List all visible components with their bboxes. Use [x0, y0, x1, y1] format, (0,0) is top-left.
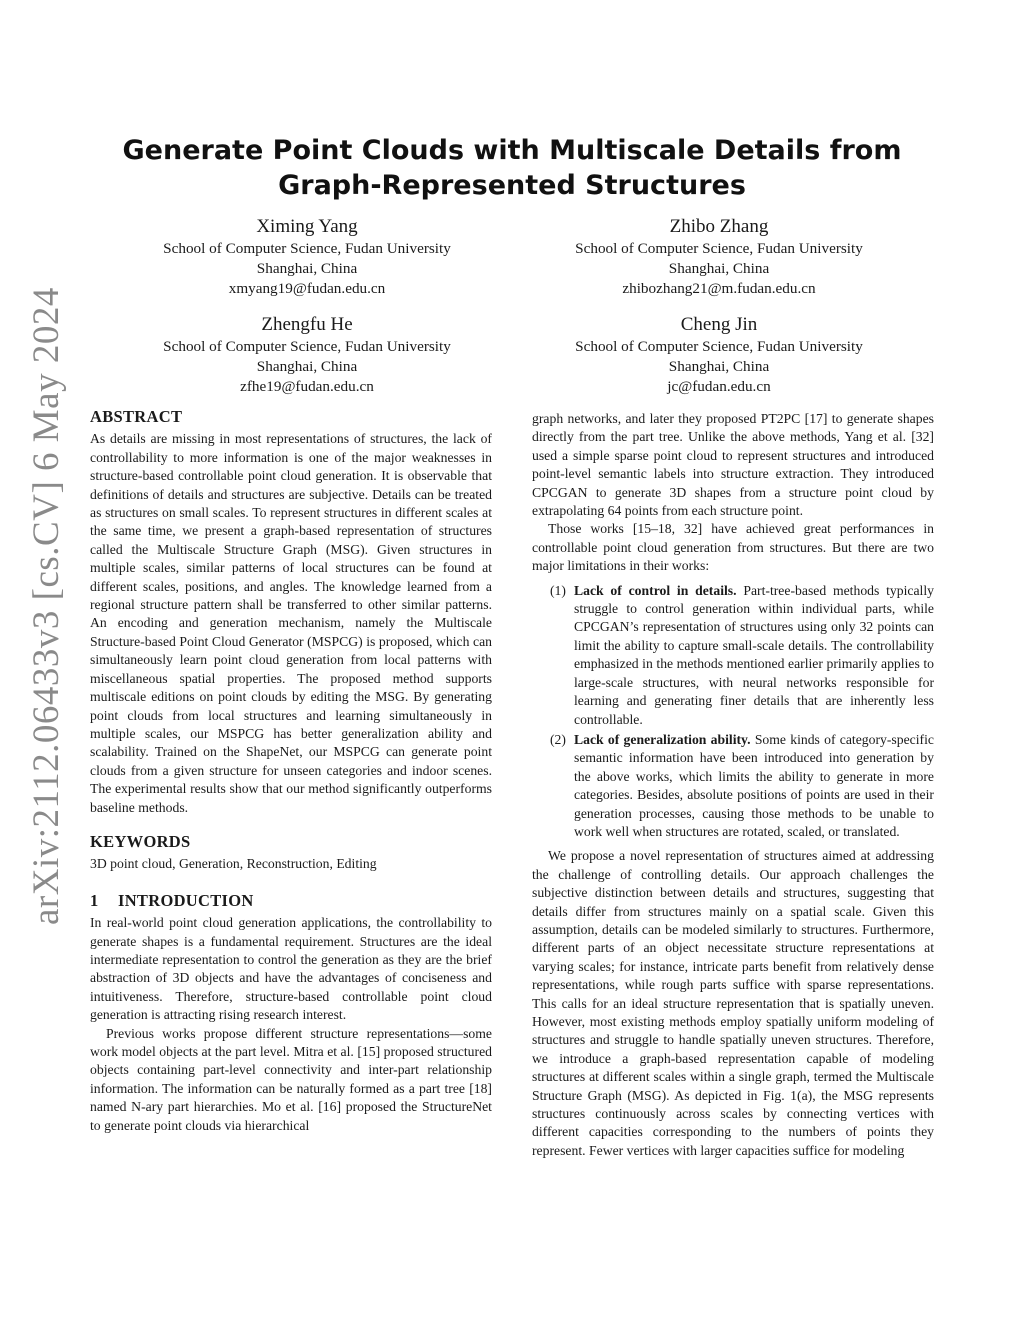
author-location: Shanghai, China [256, 260, 358, 277]
section-number: 1 [90, 890, 99, 910]
author-email: xmyang19@fudan.edu.cn [228, 280, 386, 297]
keywords-heading: KEYWORDS [90, 831, 191, 851]
author-block [509, 313, 929, 397]
author-block [97, 313, 517, 397]
arxiv-identifier: arXiv:2112.06433v3 [cs.CV] 6 May 2024 [26, 287, 67, 925]
body-paragraph: We propose a novel representation of structures aimed at addressing the challenge of controlling details. Our approach challenges the subjective distinction between details and structures, suggesting that details differ from structures mainly on a spatial scale. Given this assumption, details can be modeled similarly to structures. Furthermore, different parts of an object necessitate structure representations at varying scales; for instance, intricate parts benefit from relatively dense representations, while rough parts suffice with sparse representations. This calls for an ideal structure representation that is spatially uneven. However, most existing methods employ spatially uniform modeling of structures and struggle to handle spatially uneven structures. Therefore, we introduce a graph-based representation capable of modeling structures at different scales within a single graph, termed the Multiscale Structure Graph (MSG). As depicted in Fig. 1(a), the MSG represents structures continuously across scales by connecting vertices with different capacities corresponding to the numbers of points they represent. Fewer vertices with larger capacities suffice for modeling [532, 848, 934, 1158]
author-name: Cheng Jin [680, 314, 758, 335]
list-item-title: Lack of control in details. [574, 582, 737, 598]
list-item-title: Lack of generalization ability. [574, 731, 751, 747]
section-title: INTRODUCTION [118, 890, 254, 910]
list-number: (2) [550, 731, 566, 747]
author-email: zfhe19@fudan.edu.cn [240, 378, 374, 395]
intro-paragraph: Previous works propose different structure representations—some work model objects at the part level. Mitra et al. [15] proposed structured objects containing part-level connectivity and inter-part relationship information. The information can be naturally formed as a part tree [18] named N-ary part hierarchies. Mo et al. [16] proposed the StructureNet to generate point clouds via hierarchical [90, 1025, 492, 1133]
introduction-heading [90, 892, 492, 910]
abstract-text: As details are missing in most representations of structures, the lack of controllability to more information is one of the major weaknesses in structure-based controllable point cloud generation. It is observable that definitions of details and structures are subjective. Details can be treated as structures on small scales. To represent structures in different scales at the same time, we present a graph-based representation of structures called the Multiscale Structure Graph (MSG). Given structures in multiple scales, similar patterns of local structures can be found at different scales, positions, and angles. The knowledge learned from a regional structure pattern shall be transferred to other similar patterns. An encoding and generation mechanism, namely the Multiscale Structure-based Point Cloud Generator (MSPCG) is proposed, which can simultaneously learn point cloud generation from local patterns with miscellaneous spatial properties. The proposed method supports multiscale editions on point clouds by editing the MSG. By generating point clouds from local structures and learning simultaneously in multiple scales, our MSPCG has better generalization ability and scalability. Trained on the ShapeNet, our MSPCG can generate point clouds from a given structure for unseen categories and indoor scenes. The experimental results show that our method significantly outperforms baseline methods. [90, 431, 492, 815]
body-paragraph: Those works [15–18, 32] have achieved great performances in controllable point cloud generation from structures. But there are two major limitations in their works: [532, 521, 934, 574]
author-location: Shanghai, China [256, 358, 358, 375]
list-item [532, 731, 934, 841]
author-affiliation: School of Computer Science, Fudan University [575, 240, 863, 257]
author-block [509, 215, 929, 299]
author-name: Ximing Yang [256, 216, 358, 237]
left-column [90, 408, 492, 1135]
intro-paragraph: In real-world point cloud generation applications, the controllability to generate shapes is a fundamental requirement. Structures are the ideal intermediate representation to control the generation as they are the brief abstraction of 3D objects and have the advantages of conciseness and intuitiveness. Therefore, structure-based controllable point cloud generation is attracting rising research interest. [90, 915, 492, 1023]
list-number: (1) [550, 582, 566, 598]
body-paragraph: graph networks, and later they proposed PT2PC [17] to generate shapes directly from the part tree. Unlike the above methods, Yang et al. [32] used a simple sparse point cloud to represent structures and introduced point-level semantic labels into structure extraction. They introduced CPCGAN to generate 3D shapes from a structure point cloud by extrapolating 64 points from each structure point. [532, 411, 934, 519]
paper-title: Generate Point Clouds with Multiscale Details from Graph-Represented Structures [122, 135, 902, 201]
author-affiliation: School of Computer Science, Fudan University [163, 240, 451, 257]
right-column [532, 410, 934, 1160]
author-block [97, 215, 517, 299]
author-email: jc@fudan.edu.cn [667, 378, 771, 395]
limitations-list [532, 582, 934, 842]
abstract-heading: ABSTRACT [90, 407, 183, 426]
author-location: Shanghai, China [668, 358, 770, 375]
list-item-text: Part-tree-based methods typically struggle to control generation within individual parts, while CPCGAN’s representation of structures using only 32 points can limit the ability to capture small-scale details. The controllability emphasized in the methods mentioned earlier primarily applies to large-scale structures, with neural networks responsible for learning and generating finer details that are inherently less controllable. [574, 582, 934, 727]
author-name: Zhibo Zhang [669, 216, 769, 237]
author-affiliation: School of Computer Science, Fudan University [163, 338, 451, 355]
author-affiliation: School of Computer Science, Fudan University [575, 338, 863, 355]
list-item [532, 582, 934, 729]
keywords-text: 3D point cloud, Generation, Reconstruction, Editing [90, 856, 377, 872]
author-name: Zhengfu He [261, 314, 353, 335]
author-email: zhibozhang21@m.fudan.edu.cn [622, 280, 816, 297]
author-location: Shanghai, China [668, 260, 770, 277]
list-item-text: Some kinds of category-specific semantic information have been introduced into generation by the above works, which limits the ability to generate in more categories. Besides, absolute positions of points are used in their generation processes, causing those methods to be unable to work well when structures are rotated, scaled, or translated. [574, 731, 934, 839]
